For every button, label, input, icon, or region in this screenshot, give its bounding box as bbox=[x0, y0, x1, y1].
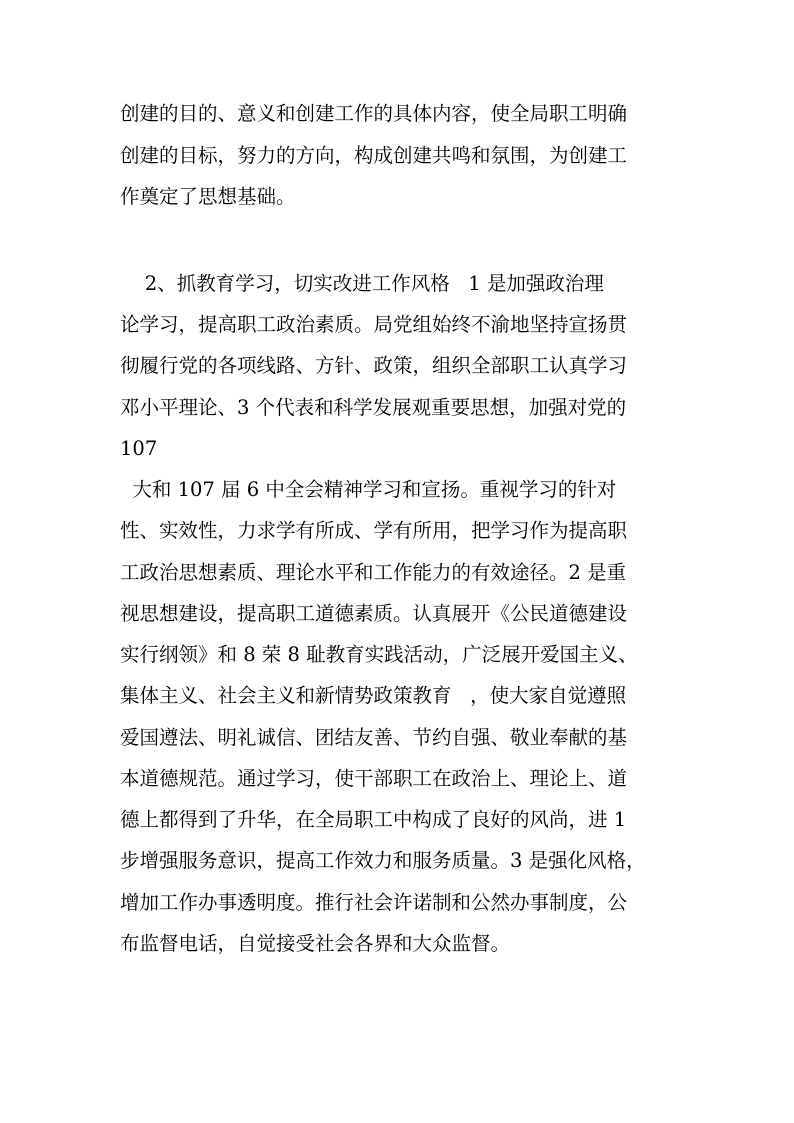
text-line: 实行纲领》和 8 荣 8 耻教育实践活动，广泛展开爱国主义、 bbox=[120, 643, 638, 666]
text-line: 视思想建设，提高职工道德素质。认真展开《公民道德建设 bbox=[120, 602, 628, 625]
text-line: 作奠定了思想基础。 bbox=[120, 185, 296, 208]
text-line: 集体主义、社会主义和新情势政策教育 ，使大家自觉遵照 bbox=[120, 684, 627, 707]
text-line: 性、实效性，力求学有所成、学有所用，把学习作为提高职 bbox=[120, 519, 628, 542]
text-line: 增加工作办事透明度。推行社会许诺制和公然办事制度，公 bbox=[120, 891, 628, 914]
text-line: 创建的目标，努力的方向，构成创建共鸣和氛围，为创建工 bbox=[120, 144, 628, 167]
text-line: 大和 107 届 6 中全会精神学习和宣扬。重视学习的针对 bbox=[120, 478, 617, 501]
text-line: 创建的目的、意义和创建工作的具体内容，使全局职工明确 bbox=[120, 102, 628, 125]
text-line: 彻履行党的各项线路、方针、政策，组织全部职工认真学习 bbox=[120, 354, 628, 377]
text-line: 论学习，提高职工政治素质。局党组始终不渝地坚持宣扬贯 bbox=[120, 313, 628, 336]
text-line: 德上都得到了升华，在全局职工中构成了良好的风尚，进 1 bbox=[120, 808, 627, 831]
text-line: 布监督电话，自觉接受社会各界和大众监督。 bbox=[120, 932, 511, 955]
text-line: 107 bbox=[120, 437, 158, 460]
text-line: 工政治思想素质、理论水平和工作能力的有效途径。2 是重 bbox=[120, 561, 627, 584]
text-line: 2、抓教育学习，切实改进工作风格 1 是加强政治理 bbox=[120, 272, 604, 295]
text-line: 步增强服务意识，提高工作效力和服务质量。3 是强化风格， bbox=[120, 849, 646, 872]
text-line: 爱国遵法、明礼诚信、团结友善、节约自强、敬业奉献的基 bbox=[120, 726, 628, 749]
text-line: 本道德规范。通过学习，使干部职工在政治上、理论上、道 bbox=[120, 767, 628, 790]
text-line: 邓小平理论、3 个代表和科学发展观重要思想，加强对党的 bbox=[120, 396, 627, 419]
